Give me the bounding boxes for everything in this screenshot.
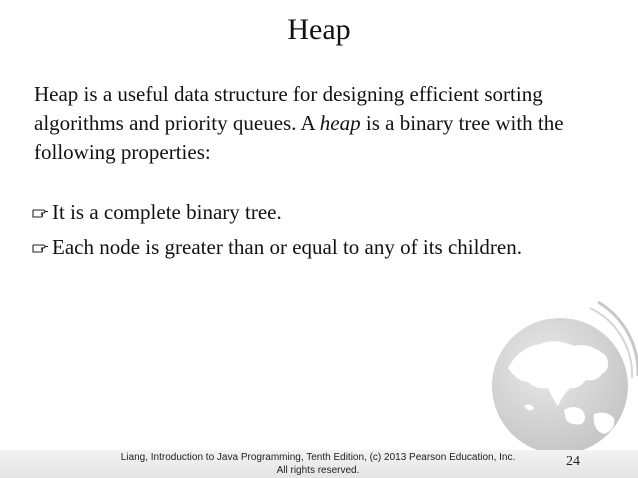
footer-credit: Liang, Introduction to Java Programming, Tenth Edition, (c) 2013 Pearson Education, Inc. All rights reserved. xyxy=(120,452,516,476)
slide-title: Heap xyxy=(287,13,351,46)
emphasized-term: heap xyxy=(319,111,361,135)
pointing-hand-icon xyxy=(32,204,50,220)
property-list xyxy=(32,198,632,268)
list-item xyxy=(32,198,632,227)
page-number: 24 xyxy=(566,454,580,469)
list-item xyxy=(32,233,632,262)
intro-paragraph xyxy=(34,80,624,167)
paragraph-text-start: Heap is a useful data structure for designing efficient sorting algorithms and priority queues. A xyxy=(34,82,543,135)
pointing-hand-icon xyxy=(32,239,50,255)
list-item-text: Each node is greater than or equal to any of its children. xyxy=(52,235,522,259)
list-item-text: It is a complete binary tree. xyxy=(52,200,282,224)
globe-icon xyxy=(478,298,638,458)
paragraph-text-end: is a binary tree with the following properties: xyxy=(34,111,564,164)
